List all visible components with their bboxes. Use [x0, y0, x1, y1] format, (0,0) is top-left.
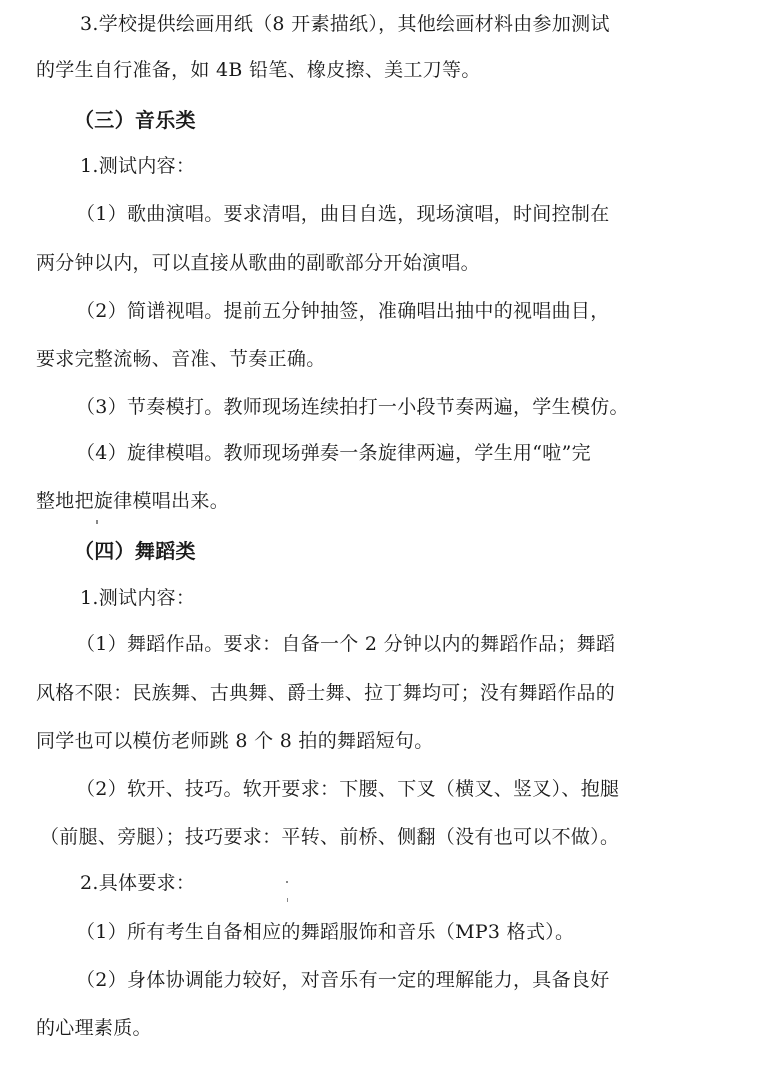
text-line-17: （2）软开、技巧。软开要求：下腰、下叉（横叉、竖叉）、抱腿 [76, 778, 620, 800]
text-line-15: 风格不限：民族舞、古典舞、爵士舞、拉丁舞均可；没有舞蹈作品的 [36, 682, 616, 704]
text-line-1: 3.学校提供绘画用纸（8 开素描纸），其他绘画材料由参加测试 [80, 13, 610, 35]
text-line-14: （1）舞蹈作品。要求：自备一个 2 分钟以内的舞蹈作品；舞蹈 [76, 633, 616, 655]
text-line-10: （4）旋律模唱。教师现场弹奏一条旋律两遍，学生用“啦”完 [76, 442, 591, 464]
text-line-5: （1）歌曲演唱。要求清唱，曲目自选，现场演唱，时间控制在 [76, 203, 610, 225]
text-line-13: 1.测试内容： [80, 587, 196, 609]
text-line-19: 2.具体要求： [80, 872, 196, 894]
text-line-9: （3）节奏模打。教师现场连续拍打一小段节奏两遍，学生模仿。 [76, 396, 629, 418]
text-line-6: 两分钟以内，可以直接从歌曲的副歌部分开始演唱。 [36, 252, 480, 274]
text-line-4: 1.测试内容： [80, 155, 196, 177]
text-line-20: （1）所有考生自备相应的舞蹈服饰和音乐（MP3 格式）。 [76, 921, 575, 943]
text-line-16: 同学也可以模仿老师跳 8 个 8 拍的舞蹈短句。 [36, 730, 434, 752]
text-line-7: （2）简谱视唱。提前五分钟抽签，准确唱出抽中的视唱曲目， [76, 300, 610, 322]
section-heading-music: （三）音乐类 [74, 108, 196, 132]
text-line-11: 整地把旋律模唱出来。 [36, 490, 230, 512]
text-line-21: （2）身体协调能力较好，对音乐有一定的理解能力，具备良好 [76, 969, 610, 991]
text-line-2: 的学生自行准备，如 4B 铅笔、橡皮擦、美工刀等。 [36, 59, 481, 81]
section-heading-dance: （四）舞蹈类 [74, 539, 196, 563]
scan-speck [287, 898, 288, 902]
text-line-8: 要求完整流畅、音准、节奏正确。 [36, 348, 326, 370]
text-line-18: （前腿、旁腿）；技巧要求：平转、前桥、侧翻（没有也可以不做）。 [40, 826, 620, 848]
text-line-22: 的心理素质。 [36, 1017, 152, 1039]
scan-speck [286, 881, 288, 883]
scan-speck [96, 520, 98, 524]
